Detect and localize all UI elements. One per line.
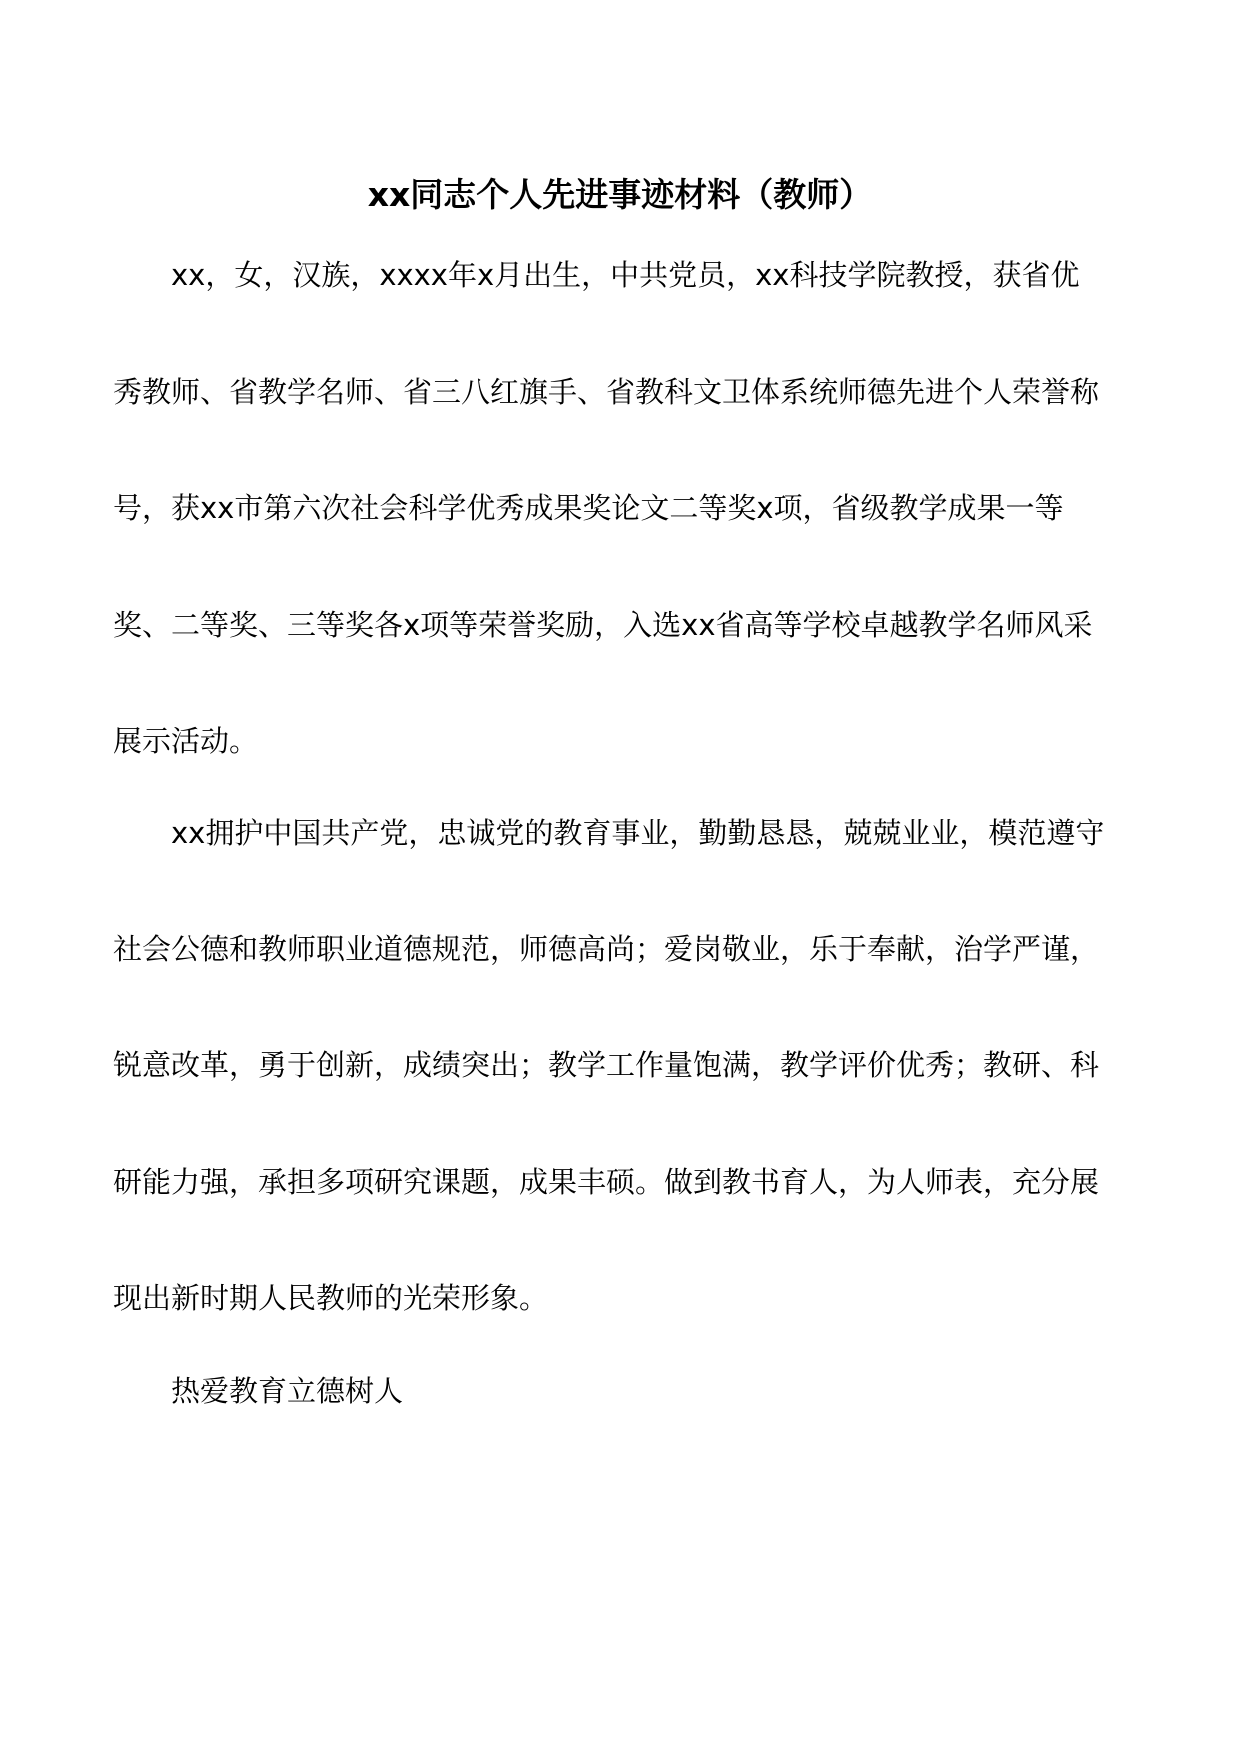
- paragraph-line: 展示活动。: [113, 724, 259, 758]
- paragraph-line: xx拥护中国共产党，忠诚党的教育事业，勤勤恳恳，兢兢业业，模范遵守: [171, 816, 1105, 850]
- paragraph-line: 奖、二等奖、三等奖各x项等荣誉奖励，入选xx省高等学校卓越教学名师风采: [113, 608, 1093, 642]
- paragraph-line: xx，女，汉族，xxxx年x月出生，中共党员，xx科技学院教授，获省优: [171, 258, 1080, 292]
- section-heading: 热爱教育立德树人: [171, 1374, 404, 1408]
- paragraph-line: 锐意改革，勇于创新，成绩突出；教学工作量饱满，教学评价优秀；教研、科: [113, 1048, 1100, 1082]
- paragraph-line: 现出新时期人民教师的光荣形象。: [113, 1281, 549, 1315]
- paragraph-line: 秀教师、省教学名师、省三八红旗手、省教科文卫体系统师德先进个人荣誉称: [113, 375, 1100, 409]
- paragraph-line: 社会公德和教师职业道德规范，师德高尚；爱岗敬业，乐于奉献，治学严谨，: [113, 932, 1100, 966]
- document-title: xx同志个人先进事迹材料（教师）: [367, 175, 873, 214]
- paragraph-line: 号，获xx市第六次社会科学优秀成果奖论文二等奖x项，省级教学成果一等: [113, 491, 1064, 525]
- paragraph-line: 研能力强，承担多项研究课题，成果丰硕。做到教书育人，为人师表，充分展: [113, 1165, 1100, 1199]
